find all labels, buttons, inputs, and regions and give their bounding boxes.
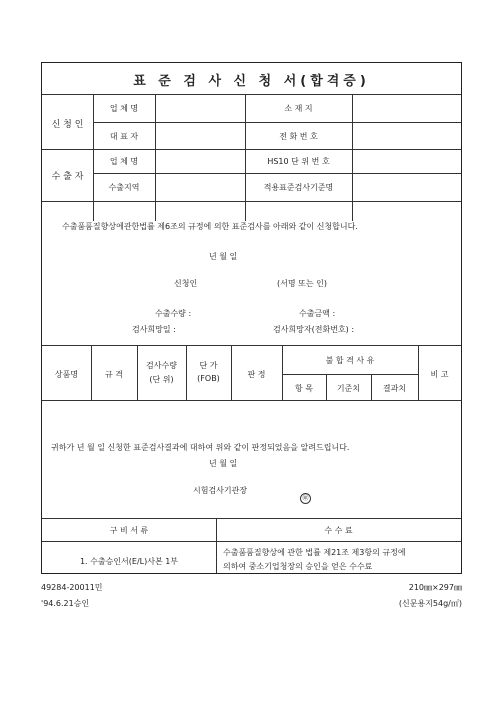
seal-icon: ㊞: [300, 485, 311, 504]
export-quantity-label: 수출수량 :: [155, 309, 192, 318]
divider: [93, 122, 461, 123]
divider: [42, 149, 461, 150]
desired-place-label: 검사희망자(전화번호) :: [273, 325, 355, 334]
notice-statement: 귀하가 년 월 일 신청한 표준검사결과에 대하여 위와 같이 판정되었음을 알려드립니다.: [51, 443, 350, 452]
exporter-hs-label: HS10 단 위 번 호: [267, 157, 330, 166]
form-code: 49284-20011민: [41, 583, 103, 592]
divider: [42, 345, 461, 346]
issuer-label: 시험검사기관장: [193, 486, 248, 495]
divider: [42, 400, 461, 401]
document-item: 1. 수출승인서(E/L)사본 1부: [79, 557, 179, 566]
col-judgment: 판 정: [247, 370, 266, 379]
col-product: 상품명: [54, 370, 79, 379]
applicant-rep-label: 대 표 자: [109, 132, 139, 141]
col-inspect-qty: 검사수량: [146, 361, 177, 370]
approval-date: '94.6.21승인: [41, 599, 90, 608]
divider: [93, 173, 461, 174]
export-amount-label: 수출금액 :: [299, 309, 336, 318]
desired-date-label: 검사희망일 :: [132, 325, 176, 334]
request-statement: 수출품품질향상에관한법률 제6조의 규정에 의한 표준검사를 아래와 같이 신청합니다.: [62, 222, 358, 231]
signature-note: (서명 또는 인): [277, 279, 327, 288]
applicant-phone-label: 전 화 번 호: [279, 132, 318, 141]
divider: [186, 345, 187, 400]
divider: [42, 518, 461, 519]
divider: [282, 374, 418, 375]
col-fob: (FOB): [197, 374, 220, 383]
paper-type: (신문용지54g/㎡): [398, 599, 462, 608]
divider: [42, 541, 461, 542]
col-unit-price: 단 가: [199, 361, 218, 370]
col-standard-value: 기준치: [336, 384, 361, 393]
fee-line-2: 의하여 중소기업청장의 승인을 얻은 수수료: [223, 562, 373, 571]
applicant-company-label: 업 체 명: [109, 104, 139, 113]
divider: [42, 201, 461, 202]
documents-header: 구 비 서 류: [109, 526, 149, 535]
col-inspect-unit: (단 위): [149, 375, 174, 384]
form-title: 표 준 검 사 신 청 서(합격증): [133, 74, 370, 89]
col-item: 항 목: [295, 384, 313, 393]
col-remarks: 비 고: [430, 370, 449, 379]
applicant-location-label: 소 재 지: [284, 104, 313, 113]
exporter-company-label: 업 체 명: [109, 157, 139, 166]
fee-header: 수 수 료: [324, 526, 353, 535]
col-result-value: 결과치: [382, 384, 407, 393]
notice-date: 년 월 일: [209, 459, 238, 468]
fee-line-1: 수출품품질향상에 관한 법률 제21조 제3항의 규정에: [223, 548, 406, 557]
applicant-sign-label: 신청인: [174, 279, 198, 288]
exporter-standard-label: 적용표준검사기준명: [263, 183, 334, 192]
col-fail-reason: 불 합 격 사 유: [325, 356, 375, 365]
inspection-application-form: [41, 62, 462, 574]
exporter-group-label: 수 출 자: [51, 172, 84, 182]
paper-size: 210㎜×297㎜: [408, 583, 462, 592]
request-date: 년 월 일: [209, 252, 238, 261]
col-spec: 규 격: [105, 370, 123, 379]
applicant-group-label: 신 청 인: [51, 120, 84, 130]
exporter-region-label: 수출지역: [108, 183, 140, 192]
divider: [137, 345, 138, 400]
divider: [42, 94, 461, 95]
